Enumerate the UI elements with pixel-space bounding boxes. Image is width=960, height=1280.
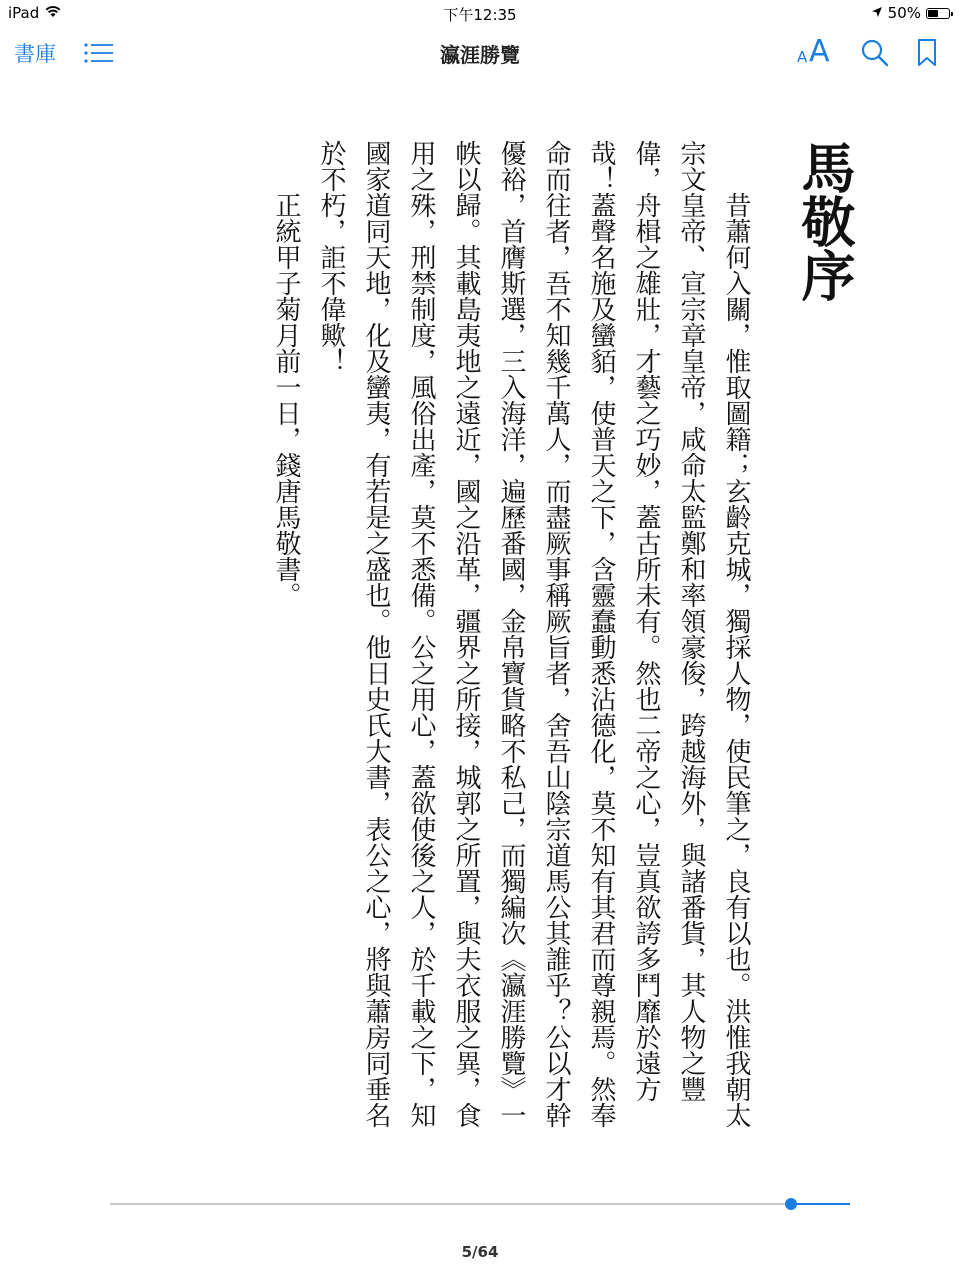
search-button[interactable] xyxy=(860,38,890,68)
progress-fill xyxy=(791,1203,850,1205)
preface-paragraph: 昔蕭何入關，惟取圖籍；玄齡克城，獨採人物，使民筆之，良有以也。洪惟我朝太宗文皇帝、宣宗章皇帝，咸命太監鄭和率領豪俊，跨越海外，與諸番貨，其人物之豐偉，舟楫之雄壯，才藝之巧妙，蓋古所未有。然也二帝之心，豈真欲誇多鬥靡於遠方哉！蓋聲名施及蠻貊，使普天之下，含靈蠢動悉沾德化，莫不知有其君而尊親焉。然奉命而往者，吾不知幾千萬人，而盡厥事稱厥旨者，舍吾山陰宗道馬公其誰乎？公以才幹優裕，首膺斯選，三入海洋，遍歷番國，金帛寶貨略不私己，而獨編次《瀛涯勝覽》一帙以歸。其載島夷地之遠近，國之沿革，疆界之所接，城郭之所置，與夫衣服之異，食用之殊，刑禁制度，風俗出產，莫不悉備。公之用心，蓋欲使後之人，於千載之下，知國家道同天地，化及蠻夷，有若是之盛也。他日史氏大書，表公之心，將與蕭房同垂名於不朽，詎不偉歟！ xyxy=(316,140,751,1128)
location-arrow-icon xyxy=(871,4,883,22)
chapter-title: 馬敬序 xyxy=(793,140,856,302)
battery-level xyxy=(928,10,938,17)
search-icon xyxy=(860,38,890,68)
font-size-icon-large: A xyxy=(809,34,830,69)
status-bar xyxy=(0,0,960,26)
table-of-contents-button[interactable] xyxy=(84,42,114,64)
list-icon xyxy=(84,42,114,64)
reader-toolbar xyxy=(0,30,960,76)
book-page-content xyxy=(160,140,856,1150)
library-button[interactable]: 書庫 xyxy=(14,42,56,66)
book-title: 瀛涯勝覽 xyxy=(440,43,520,67)
device-label: iPad xyxy=(8,4,40,22)
battery-percent: 50% xyxy=(887,4,921,22)
battery-icon xyxy=(926,8,950,19)
status-left xyxy=(8,4,61,22)
font-size-button[interactable] xyxy=(797,34,837,70)
preface-signature: 正統甲子菊月前一日，錢唐馬敬書。 xyxy=(271,192,301,608)
page-number: 5/64 xyxy=(461,1243,499,1261)
progress-thumb[interactable] xyxy=(785,1198,797,1210)
status-time: 下午12:35 xyxy=(443,6,517,24)
font-size-icon-small: A xyxy=(797,48,808,66)
status-right xyxy=(871,4,950,22)
page-progress-slider[interactable] xyxy=(110,1203,850,1205)
wifi-icon xyxy=(45,4,61,22)
bookmark-button[interactable] xyxy=(917,38,937,68)
battery-tip xyxy=(951,12,953,16)
bookmark-icon xyxy=(917,38,937,68)
